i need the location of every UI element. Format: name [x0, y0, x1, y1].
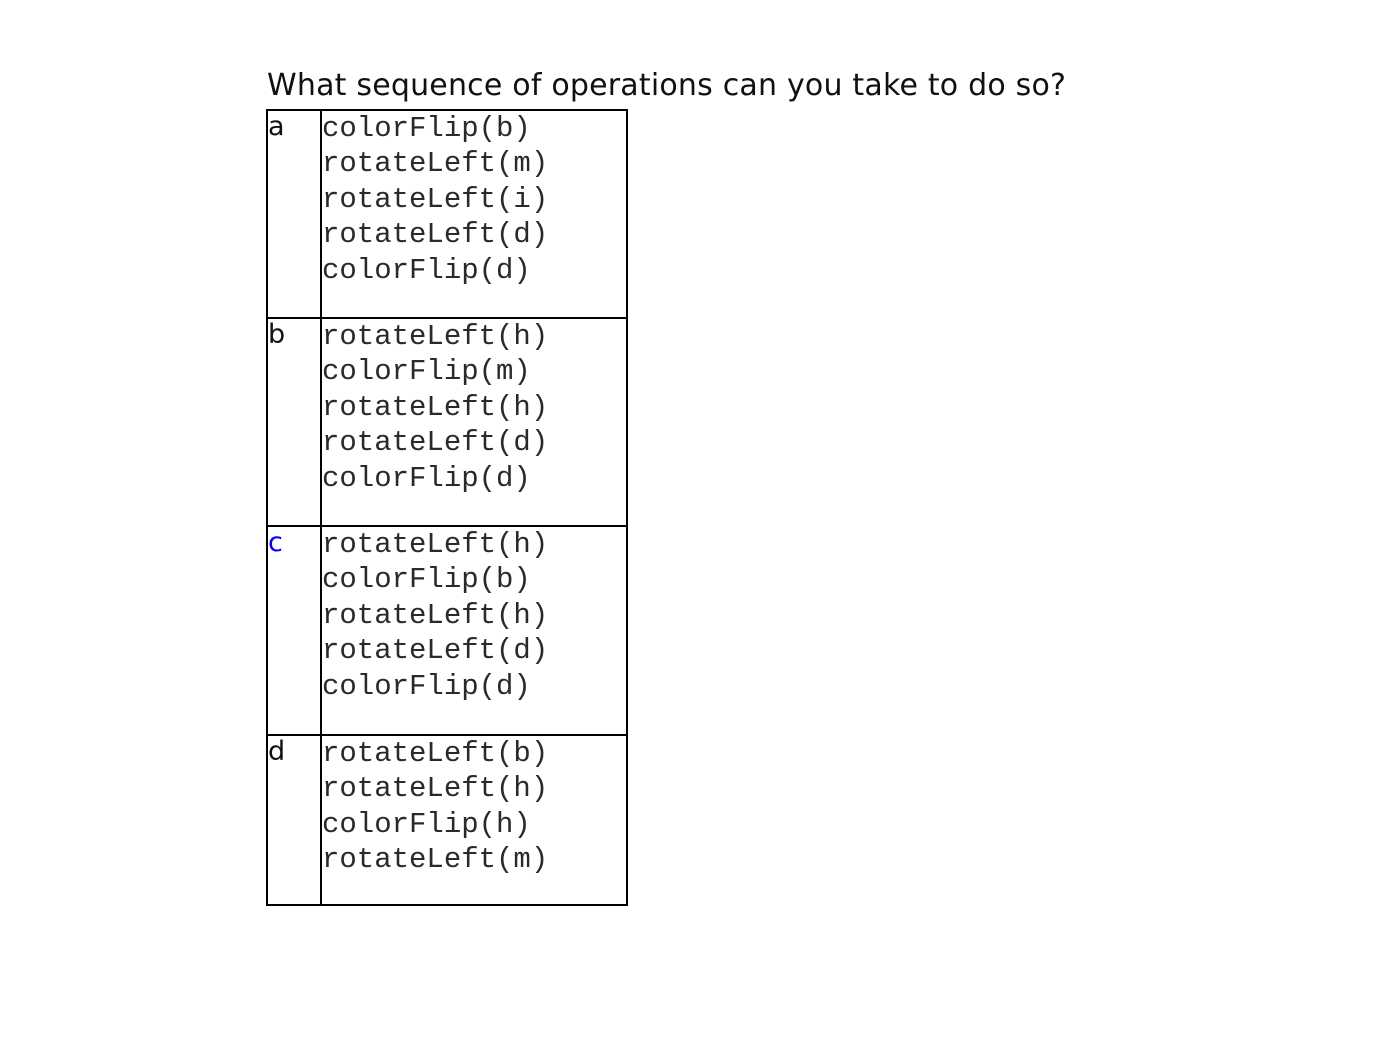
operation-line: rotateLeft(h) — [322, 772, 549, 806]
operation-line: rotateLeft(h) — [322, 390, 549, 424]
option-letter: d — [267, 735, 321, 905]
operation-line: colorFlip(d) — [322, 461, 531, 495]
option-operations — [321, 526, 627, 735]
operation-line: colorFlip(m) — [322, 355, 531, 389]
option-operations — [321, 735, 627, 905]
question-text: What sequence of operations can you take to do so? — [267, 68, 1067, 103]
option-row-a — [267, 110, 627, 318]
option-letter: c — [267, 526, 321, 735]
operation-line: rotateLeft(i) — [322, 182, 549, 216]
operation-line: colorFlip(d) — [322, 669, 531, 703]
operation-line: colorFlip(b) — [322, 563, 531, 597]
operation-line: colorFlip(d) — [322, 253, 531, 287]
operation-line: colorFlip(b) — [322, 112, 531, 145]
option-operations — [321, 318, 627, 526]
option-letter: b — [267, 318, 321, 526]
option-letter: a — [267, 110, 321, 318]
option-row-c — [267, 526, 627, 735]
operation-line: colorFlip(h) — [322, 807, 531, 841]
option-operations — [321, 110, 627, 318]
operation-line: rotateLeft(d) — [322, 426, 549, 460]
option-row-d — [267, 735, 627, 905]
operation-line: rotateLeft(d) — [322, 634, 549, 668]
operation-line: rotateLeft(b) — [322, 737, 549, 770]
operation-line: rotateLeft(d) — [322, 218, 549, 252]
operation-line: rotateLeft(h) — [322, 598, 549, 632]
operation-line: rotateLeft(m) — [322, 843, 549, 877]
option-row-b — [267, 318, 627, 526]
operation-line: rotateLeft(h) — [322, 320, 549, 353]
operation-line: rotateLeft(m) — [322, 147, 549, 181]
answer-options-table — [266, 109, 628, 906]
operation-line: rotateLeft(h) — [322, 528, 549, 561]
